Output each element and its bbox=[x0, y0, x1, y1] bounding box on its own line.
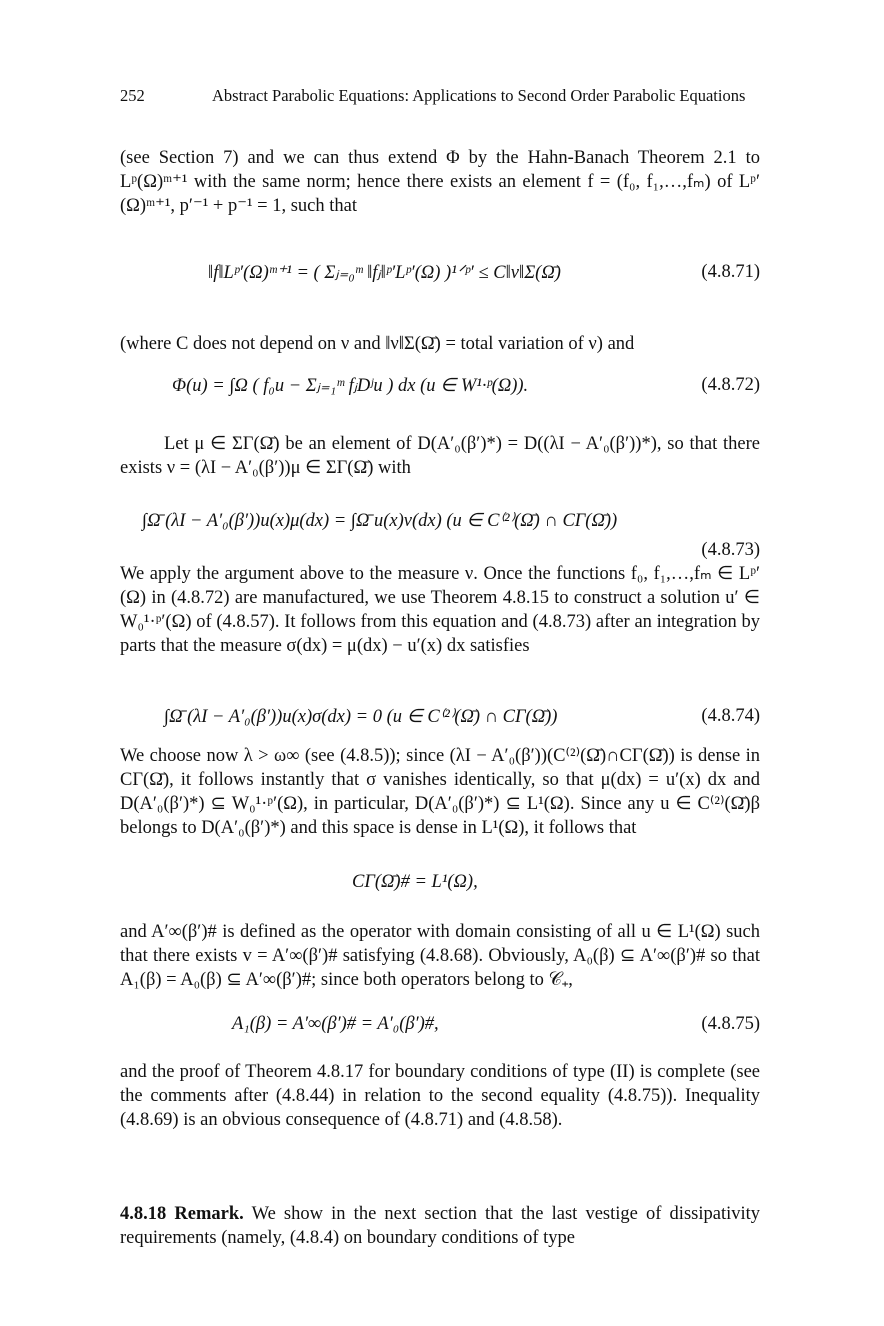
equation-body: Φ(u) = ∫Ω ( f₀u − Σⱼ₌₁ᵐ fⱼDʲu ) dx (u ∈ W¹·ᵖ(Ω)). bbox=[172, 376, 529, 396]
remark-title: 4.8.18 Remark. bbox=[120, 1204, 244, 1224]
equation-4-8-72 bbox=[120, 375, 760, 415]
equation-cgamma-dual bbox=[120, 872, 760, 902]
equation-body: A₁(β) = A′∞(β′)# = A′₀(β′)#, bbox=[232, 1014, 439, 1034]
paragraph-7: and the proof of Theorem 4.8.17 for boundary conditions of type (II) is complete (see the comments after (4.8.44) in relation to the second equality (4.8.75)). Inequality (4.8.69) is an obvious consequence of (4.8.71) and (4.8.58). bbox=[120, 1062, 760, 1130]
equation-4-8-75 bbox=[120, 1014, 760, 1044]
equation-body: ∫Ω̄ (λI − A′₀(β′))u(x)μ(dx) = ∫Ω̄ u(x)ν(dx) (u ∈ C⁽²⁾(Ω̄) ∩ CΓ(Ω̄)) bbox=[142, 511, 618, 531]
equation-4-8-74 bbox=[120, 706, 760, 746]
paragraph-2: (where C does not depend on ν and ‖ν‖Σ(Ω̄) = total variation of ν) and bbox=[120, 334, 635, 354]
equation-number: (4.8.73) bbox=[701, 540, 760, 560]
equation-number: (4.8.71) bbox=[701, 262, 760, 282]
equation-4-8-71 bbox=[120, 262, 760, 302]
running-title: Abstract Parabolic Equations: Applications to Second Order Parabolic Equations bbox=[212, 86, 746, 105]
paragraph-3: Let μ ∈ ΣΓ(Ω̄) be an element of D(A′₀(β′)*) = D((λI − A′₀(β′))*), so that there exists ν = (λI − A′₀(β′))μ ∈ ΣΓ(Ω̄) with bbox=[120, 434, 760, 478]
remark-text: We show in the next section that the last vestige of dissipativity requirements (namely, (4.8.4) on boundary conditions of type bbox=[120, 1204, 761, 1248]
equation-body: ‖f‖Lᵖ′(Ω)ᵐ⁺¹ = ( Σⱼ₌₀ᵐ ‖fⱼ‖ᵖ′Lᵖ′(Ω) )¹ᐟᵖ′ ≤ C‖ν‖Σ(Ω̄) bbox=[208, 263, 561, 283]
paragraph-5: We choose now λ > ω∞ (see (4.8.5)); since (λI − A′₀(β′))(C⁽²⁾(Ω̄)∩CΓ(Ω̄)) is dense in CΓ(Ω̄), it follows instantly that σ vanishes identically, so that μ(dx) = u′(x) dx and D(A′₀(β′)*) ⊆ W₀¹·ᵖ′(Ω), in particular, D(A′₀(β′)*) ⊆ L¹(Ω). Since any u ∈ C⁽²⁾(Ω̄)β belongs to D(A′₀(β′)*) and this space is dense in L¹(Ω), it follows that bbox=[120, 746, 760, 838]
page-number: 252 bbox=[120, 86, 145, 105]
paragraph-1: (see Section 7) and we can thus extend Φ by the Hahn-Banach Theorem 2.1 to Lᵖ(Ω)ᵐ⁺¹ with the same norm; hence there exists an element f = (f₀, f₁,…,fₘ) of Lᵖ′(Ω)ᵐ⁺¹, p′⁻¹ + p⁻¹ = 1, such that bbox=[120, 148, 760, 216]
equation-number: (4.8.74) bbox=[701, 706, 760, 726]
equation-number: (4.8.75) bbox=[701, 1014, 760, 1034]
equation-body: ∫Ω̄ (λI − A′₀(β′))u(x)σ(dx) = 0 (u ∈ C⁽²⁾(Ω̄) ∩ CΓ(Ω̄)) bbox=[164, 707, 558, 727]
remark-4-8-18 bbox=[120, 1202, 760, 1250]
paragraph-6: and A′∞(β′)# is defined as the operator with domain consisting of all u ∈ L¹(Ω) such that there exists v = A′∞(β′)# satisfying (4.8.68). Obviously, A₀(β) ⊆ A′∞(β′)# so that A₁(β) = A₀(β) ⊆ A′∞(β′)#; since both operators belong to 𝒞₊, bbox=[120, 922, 760, 990]
equation-body: CΓ(Ω̄)# = L¹(Ω), bbox=[352, 872, 478, 892]
paragraph-4: We apply the argument above to the measure ν. Once the functions f₀, f₁,…,fₘ ∈ Lᵖ′(Ω) in (4.8.72) are manufactured, we use Theorem 4.8.15 to construct a solution u′ ∈ W₀¹·ᵖ′(Ω) of (4.8.57). It follows from this equation and (4.8.73) after an integration by parts that the measure σ(dx) = μ(dx) − u′(x) dx satisfies bbox=[120, 564, 760, 656]
equation-number: (4.8.72) bbox=[701, 375, 760, 395]
